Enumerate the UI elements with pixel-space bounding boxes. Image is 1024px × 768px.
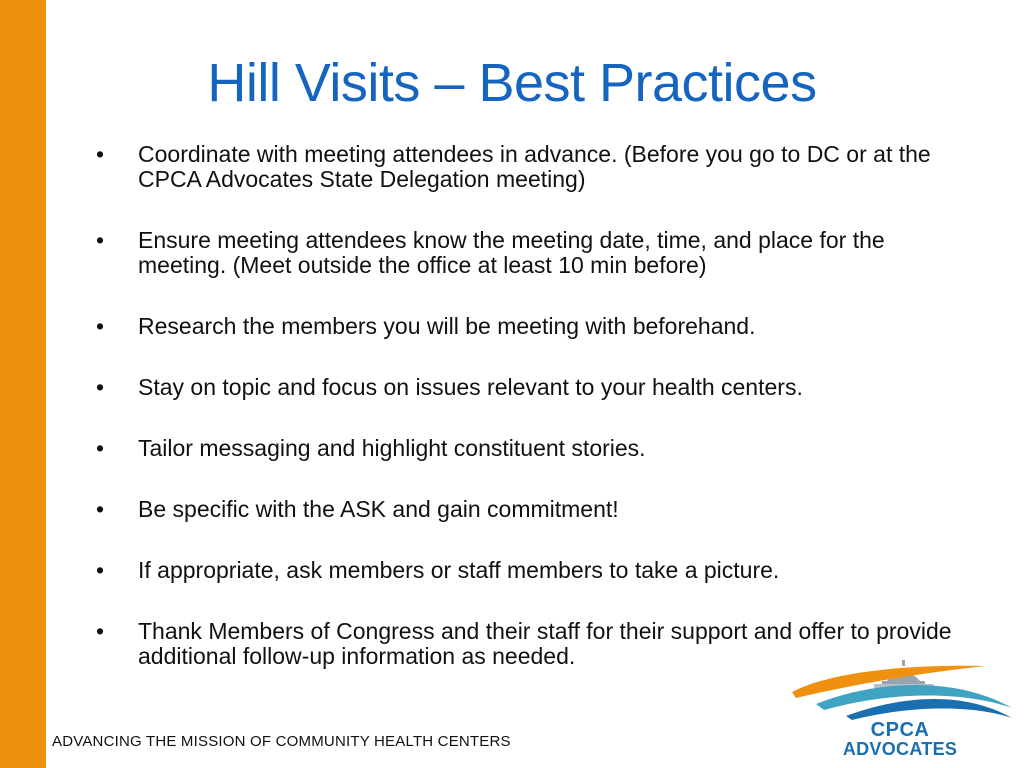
dome-base <box>882 681 925 684</box>
bullet-icon: • <box>96 618 105 644</box>
bullet-item <box>96 558 976 583</box>
bullet-item <box>96 436 976 461</box>
bullet-icon: • <box>96 557 105 583</box>
bullet-text: Coordinate with meeting attendees in advance. (Before you go to DC or at the CPCA Advocates State Delegation meeting) <box>138 141 931 192</box>
bullet-text: Tailor messaging and highlight constituent stories. <box>138 435 646 461</box>
bullet-icon: • <box>96 374 105 400</box>
bullet-item <box>96 314 976 339</box>
bullet-text: If appropriate, ask members or staff members to take a picture. <box>138 557 780 583</box>
bullet-item <box>96 497 976 522</box>
bullet-text: Be specific with the ASK and gain commitment! <box>138 496 619 522</box>
bullet-icon: • <box>96 496 105 522</box>
bullet-item <box>96 228 976 278</box>
bullet-icon: • <box>96 435 105 461</box>
bullet-text: Ensure meeting attendees know the meeting date, time, and place for the meeting. (Meet outside the office at least 10 min before) <box>138 227 885 278</box>
blue-swoosh <box>846 699 1012 720</box>
slide-title: Hill Visits – Best Practices <box>207 53 817 113</box>
capitol-swoosh-icon <box>786 656 1014 722</box>
bullet-list <box>96 142 976 669</box>
orange-side-bar <box>0 0 46 768</box>
logo-text-cpca: CPCA <box>870 719 930 741</box>
logo-text-advocates: ADVOCATES <box>842 739 958 759</box>
bullet-item <box>96 375 976 400</box>
bullet-item <box>96 142 976 192</box>
bullet-icon: • <box>96 141 105 167</box>
bullet-icon: • <box>96 227 105 253</box>
bullet-text: Stay on topic and focus on issues relevant to your health centers. <box>138 374 803 400</box>
bullet-text: Research the members you will be meeting with beforehand. <box>138 313 756 339</box>
bullet-icon: • <box>96 313 105 339</box>
bullet-text: Thank Members of Congress and their staff for their support and offer to provide additional follow-up information as needed. <box>138 618 952 669</box>
dome-spire <box>902 660 905 666</box>
footer-tagline: ADVANCING THE MISSION OF COMMUNITY HEALTH CENTERS <box>52 733 511 750</box>
cpca-advocates-logo <box>786 656 1014 760</box>
